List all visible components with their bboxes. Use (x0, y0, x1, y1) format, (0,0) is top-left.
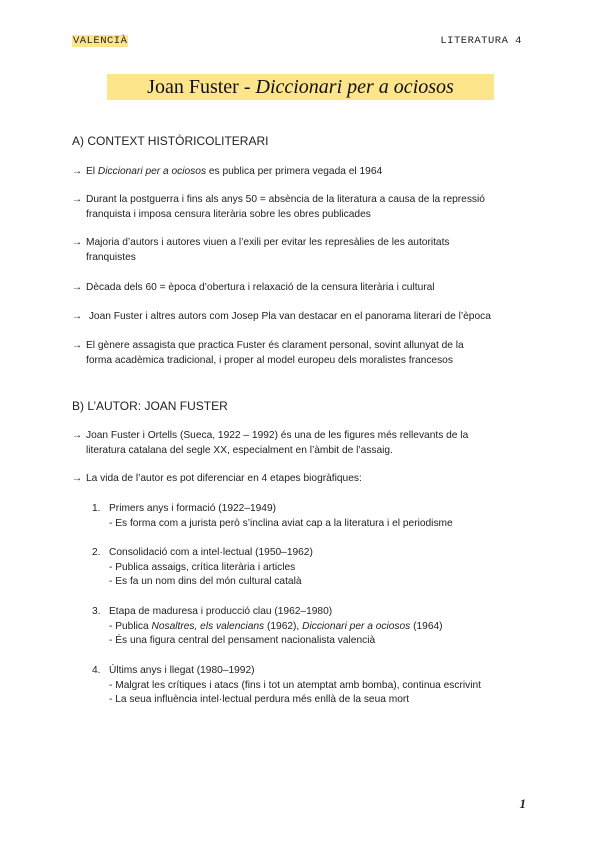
stage-number: 2. (92, 547, 101, 558)
item-text: Durant la postguerra i fins als anys 50 = absència de la literatura a causa de la repressió (86, 194, 485, 205)
stage-item (92, 546, 542, 590)
item-text: es publica per primera vegada el 1964 (206, 166, 383, 177)
page-number: 1 (519, 796, 526, 811)
arrow-icon: → (72, 237, 83, 248)
stage-item (92, 605, 542, 649)
detail-italic: Nosaltres, els valencians (151, 620, 265, 632)
detail-text: - Publica (109, 620, 152, 632)
stage-item (92, 502, 542, 531)
list-item (72, 281, 542, 296)
item-text: Joan Fuster i Ortells (Sueca, 1922 – 1992) és una de les figures més rellevants de la (86, 430, 469, 441)
list-item (72, 339, 542, 368)
stage-detail: - Es fa un nom dins del món cultural català (109, 576, 302, 587)
arrow-icon: → (72, 430, 83, 441)
detail-text: (1962), (264, 620, 303, 632)
stage-item (92, 664, 542, 708)
item-text: forma acadèmica tradicional, i proper al model europeu dels moralistes francesos (86, 354, 453, 366)
list-item (72, 310, 542, 325)
arrow-icon: → (72, 340, 83, 351)
stage-title: Primers anys i formació (1922–1949) (109, 503, 277, 514)
stage-detail (92, 620, 542, 635)
stage-number: 1. (92, 503, 101, 514)
item-text: franquista i imposa censura literària sobre les obres publicades (86, 208, 371, 220)
stage-number: 4. (92, 665, 101, 676)
list-item (72, 472, 542, 487)
item-text: Joan Fuster i altres autors com Josep Pla van destacar en el panorama literari de l’època (86, 311, 491, 322)
stage-detail: - Malgrat les crítiques i atacs (fins i tot un atemptat amb bomba), continua escrivint (109, 679, 482, 691)
list-item (72, 193, 542, 222)
stage-detail: - Publica assaigs, crítica literària i articles (109, 561, 296, 573)
detail-italic: Diccionari per a ociosos (302, 620, 411, 632)
arrow-icon: → (72, 473, 83, 484)
header-course: LITERATURA 4 (440, 35, 522, 47)
item-text: El gènere assagista que practica Fuster és clarament personal, sovint allunyat de la (86, 340, 464, 351)
item-text: franquistes (86, 251, 136, 263)
list-item (72, 236, 542, 265)
stage-title: Etapa de maduresa i producció clau (1962–1980) (109, 606, 333, 617)
detail-text: (1964) (410, 620, 443, 632)
section-a-heading: A) CONTEXT HISTÒRICOLITERARI (72, 134, 269, 148)
header-subject: VALENCIÀ (73, 35, 128, 47)
stage-detail: - És una figura central del pensament nacionalista valencià (109, 635, 376, 646)
arrow-icon: → (72, 166, 83, 177)
title-work: Diccionari per a ociosos (255, 76, 454, 98)
stage-detail: - La seua influència intel·lectual perdura més enllà de la seua mort (109, 694, 410, 705)
stage-title: Últims anys i llegat (1980–1992) (109, 665, 255, 676)
list-item (72, 165, 542, 180)
page-title (107, 74, 494, 100)
item-text: El (86, 166, 98, 177)
stage-detail: - Es forma com a jurista però s’inclina aviat cap a la literatura i el periodisme (109, 517, 453, 529)
list-item (72, 429, 542, 458)
arrow-icon: → (72, 194, 83, 205)
item-text: Dècada dels 60 = època d’obertura i relaxació de la censura literària i cultural (86, 282, 435, 293)
item-text: Majoria d’autors i autores viuen a l’exili per evitar les represàlies de les autoritats (86, 237, 450, 248)
stage-title: Consolidació com a intel·lectual (1950–1962) (109, 547, 313, 558)
section-b-heading: B) L’AUTOR: JOAN FUSTER (72, 399, 228, 413)
arrow-icon: → (72, 311, 83, 322)
arrow-icon: → (72, 282, 83, 293)
stage-number: 3. (92, 606, 101, 617)
title-author: Joan Fuster - (147, 76, 256, 98)
item-text: literatura catalana del segle XX, especialment en l’àmbit de l’assaig. (86, 444, 393, 456)
item-italic: Diccionari per a ociosos (97, 166, 207, 177)
item-text: La vida de l’autor es pot diferenciar en 4 etapes biogràfiques: (86, 473, 362, 484)
